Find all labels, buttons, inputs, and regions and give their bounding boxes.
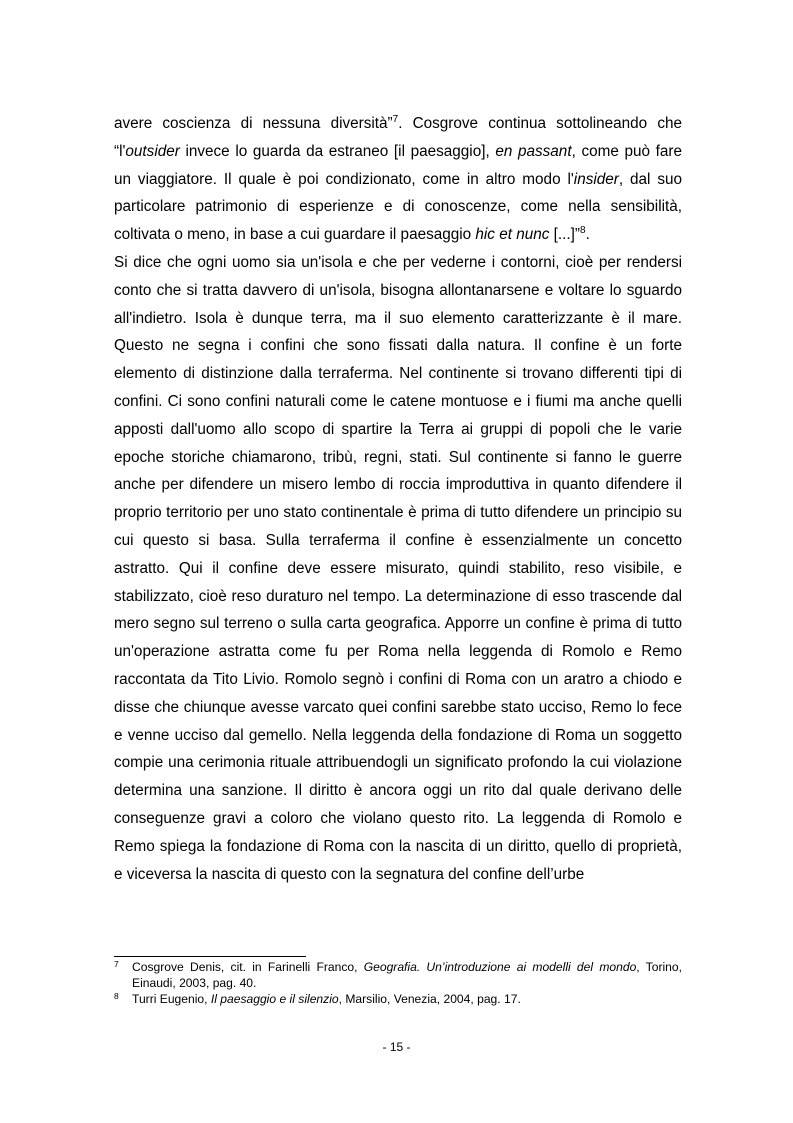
footnote-8 [114,992,682,1008]
body-text [114,110,682,888]
footnote-text: Turri Eugenio, [132,992,211,1007]
text-run: , dal suo particolare patrimonio di esperienze e di conoscenze, come nella sensibilità, coltivata o meno, in base a cui guardare il paesaggio [114,170,682,244]
page-number: - 15 - [382,1040,411,1054]
footnote-text: , Marsilio, Venezia, 2004, pag. 17. [338,992,521,1007]
text-run: , come può fare un viaggiatore. Il quale è poi condizionato, come in altro modo l' [114,142,683,188]
text-run: avere coscienza di nessuna diversità” [114,115,393,132]
footnote-title: Il paesaggio e il silenzio [210,992,339,1007]
footnote-number: 8 [114,991,119,1002]
footnote-7 [114,960,682,991]
paragraph-2: Si dice che ogni uomo sia un'isola e che per vederne i contorni, cioè per rendersi conto che si tratta davvero di un'isola, bisogna allontanarsene e voltare lo sguardo all'indietro. Isola è dunque terra, ma il suo elemento caratterizzante è il mare. Questo ne segna i confini che sono fissati dalla natura. Il confine è un forte elemento di distinzione dalla terraferma. Nel continente si trovano differenti tipi di confini. Ci sono confini naturali come le catene montuose e i fiumi ma anche quelli apposti dall'uomo allo scopo di spartire la Terra ai gruppi di popoli che le varie epoche storiche chiamarono, tribù, regni, stati. Sul continente si fanno le guerre anche per difendere un misero lembo di roccia improduttiva in quanto difendere il proprio territorio per uno stato continentale è prima di tutto difendere un principio su cui questo si basa. Sulla terraferma il confine è essenzialmente un concetto astratto. Qui il confine deve essere misurato, quindi stabilito, reso visibile, e stabilizzato, cioè reso duraturo nel tempo. La determinazione di esso trascende dal mero segno sul terreno o sulla carta geografica. Apporre un confine è prima di tutto un'operazione astratta come fu per Roma nella leggenda di Romolo e Remo raccontata da Tito Livio. Romolo segnò i confini di Roma con un aratro a chiodo e disse che chiunque avesse varcato quei confini sarebbe stato ucciso, Remo lo fece e venne ucciso dal gemello. Nella leggenda della fondazione di Roma un soggetto compie una cerimonia rituale attribuendogli un significato profondo la cui violazione determina una sanzione. Il diritto è ancora oggi un rito dal quale derivano delle conseguenze gravi a coloro che violano questo rito. La leggenda di Romolo e Remo spiega la fondazione di Roma con la nascita di un diritto, quello di proprietà, e viceversa la nascita di questo con la segnatura del confine dell’urbe [114,253,682,883]
footnotes [114,960,682,1009]
italic-term: outsider [125,142,180,160]
text-run: [...]” [549,226,580,244]
footnote-ref-7[interactable]: 7 [392,114,399,125]
footnote-title: Geografia. Un’introduzione ai modelli del mondo [363,960,637,974]
footnote-number: 7 [114,959,119,969]
text-run: . Cosgrove continua sottolineando che “l' [114,115,682,160]
italic-term: en passant [495,142,572,160]
text-run: invece lo guarda da estraneo [il paesaggio], [179,142,496,160]
paragraph-1 [114,110,682,249]
footnote-text: , Torino, Einaudi, 2003, pag. 40. [132,960,682,990]
footnote-separator [114,956,306,957]
text-run: . [585,226,590,244]
italic-term: insider [573,170,619,188]
footnote-text: Cosgrove Denis, cit. in Farinelli Franco, [132,960,364,974]
italic-term: hic et nunc [475,226,550,244]
footnote-ref-8[interactable]: 8 [580,225,586,237]
